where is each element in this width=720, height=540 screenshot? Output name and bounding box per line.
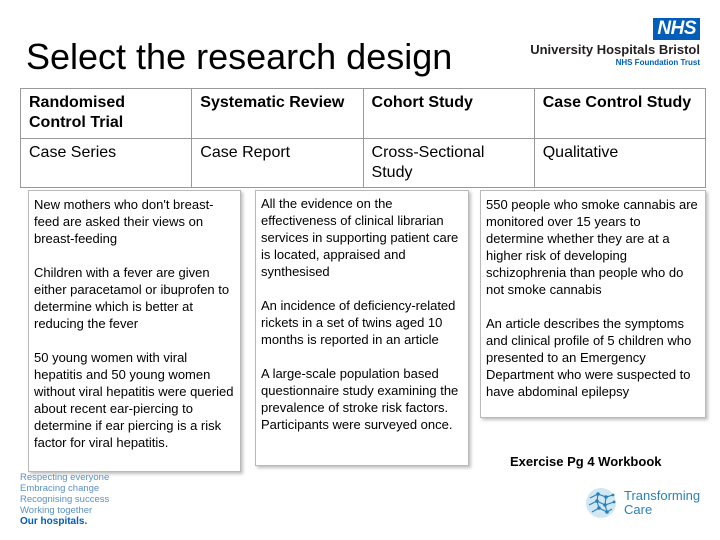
- design-option: Cohort Study: [363, 89, 534, 139]
- transforming-care-logo: [584, 486, 702, 520]
- scenario-text: An article describes the symptoms and clinical profile of 5 children who presented to an Emergency Department who were suspected to have abdominal epilepsy: [486, 316, 692, 399]
- scenario-text: 50 young women with viral hepatitis and 50 young women without viral hepatitis were queried about recent ear-piercing to determine if ear piercing is a risk factor for viral hepatitis.: [34, 350, 234, 450]
- value-line: Our hospitals.: [20, 516, 88, 527]
- design-option: Case Series: [21, 139, 192, 188]
- design-option: Cross-Sectional Study: [363, 139, 534, 188]
- transforming-care-line: Care: [624, 502, 653, 517]
- scenario-text: New mothers who don't breast-feed are asked their views on breast-feeding: [34, 197, 214, 246]
- scenario-text: All the evidence on the effectiveness of clinical librarian services in supporting patient care is located, appraised and synthesised: [261, 196, 459, 279]
- scenario-panel-1: [28, 190, 241, 472]
- value-line: Recognising success: [20, 494, 110, 505]
- globe-network-icon: [584, 486, 620, 520]
- scenario-text: A large-scale population based questionnaire study examining the prevalence of stroke risk factors. Participants were surveyed once.: [261, 366, 459, 432]
- value-line: Embracing change: [20, 483, 100, 494]
- design-option: Case Control Study: [534, 89, 705, 139]
- scenario-text: An incidence of deficiency-related rickets in a set of twins aged 10 months is reported in an article: [261, 298, 456, 347]
- scenario-panel-2: [255, 190, 469, 466]
- exercise-reference: Exercise Pg 4 Workbook: [510, 454, 662, 469]
- page-title: Select the research design: [26, 36, 453, 77]
- nhs-trust-logo: [495, 18, 700, 70]
- nhs-logo-box: NHS: [653, 18, 700, 40]
- trust-name: NHS Foundation Trust: [615, 58, 700, 67]
- value-line: Respecting everyone: [20, 472, 110, 483]
- design-row: [21, 89, 706, 139]
- design-row: [21, 139, 706, 188]
- organisation-name: University Hospitals Bristol: [530, 42, 700, 57]
- scenario-text: Children with a fever are given either paracetamol or ibuprofen to determine which is better at reducing the fever: [34, 265, 230, 331]
- transforming-care-line: Transforming: [624, 488, 701, 503]
- design-option: Qualitative: [534, 139, 705, 188]
- design-option: Case Report: [192, 139, 363, 188]
- scenario-text: 550 people who smoke cannabis are monitored over 15 years to determine whether they are at a higher risk of developing schizophrenia than people who do not smoke cannabis: [486, 197, 698, 297]
- research-design-table: [20, 88, 706, 188]
- design-option: Systematic Review: [192, 89, 363, 139]
- trust-values-list: [20, 472, 109, 527]
- design-option: Randomised Control Trial: [21, 89, 192, 139]
- transforming-care-text: [624, 489, 700, 517]
- scenario-panel-3: [480, 190, 706, 418]
- value-line: Working together: [20, 505, 93, 516]
